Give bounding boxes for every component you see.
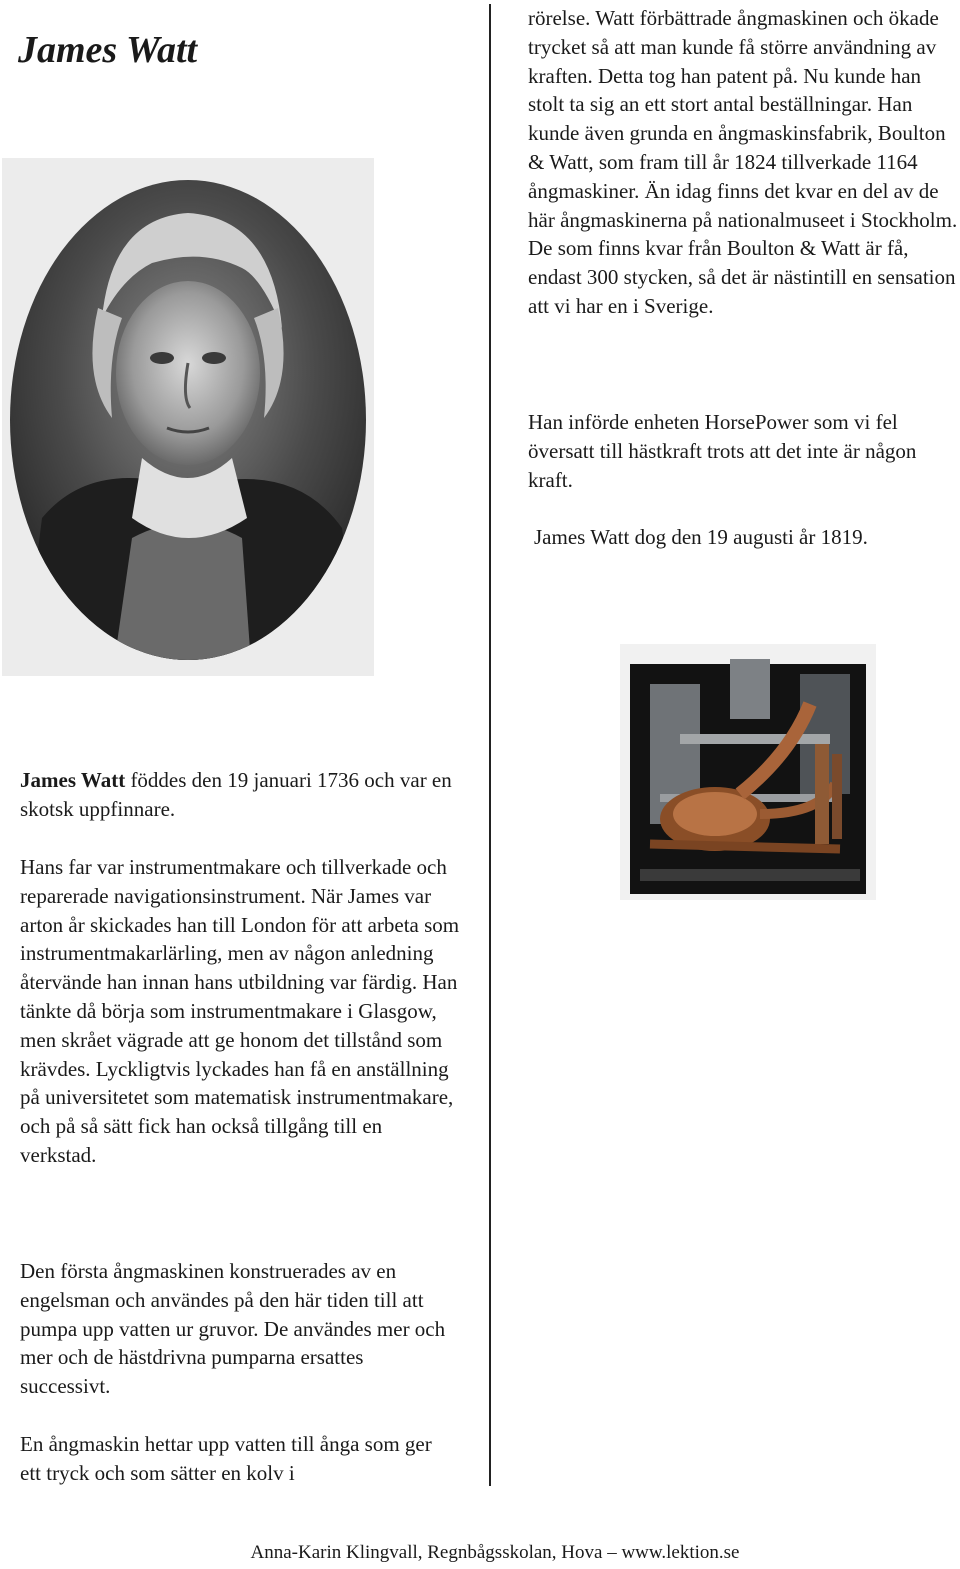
page-footer: Anna-Karin Klingvall, Regnbågsskolan, Hova – www.lektion.se bbox=[250, 1542, 740, 1563]
james-watt-portrait bbox=[2, 158, 374, 676]
left-paragraph-2: Hans far var instrumentmakare och tillverkade och reparerade navigationsinstrument. När James var arton år skickades han till London för att arbeta som instrumentmakarlärling, men av någon anledning återvände han innan hans utbildning var färdig. Han tänkte då börja som instrumentmakare i Glasgow, men skrået vägrade att ge honom det tillstånd som krävdes. Lyckligtvis lyckades han få en anställning på universitetet som matematisk instrumentmakare, och på så sätt fick han också tillgång till en verkstad. bbox=[20, 855, 460, 1167]
left-paragraph-3: Den första ångmaskinen konstruerades av en engelsman och användes på den här tiden till att pumpa upp vatten ur gruvor. De användes mer och mer och de hästdrivna pumparna ersattes successivt. bbox=[20, 1259, 446, 1399]
name-highlight: James Watt bbox=[20, 768, 126, 792]
birth-text: föddes den 19 januari 1736 och var en skotsk uppfinnare. bbox=[20, 768, 452, 821]
steam-engine-drawing bbox=[620, 644, 876, 900]
right-paragraph-2: Han införde enheten HorsePower som vi fel översatt till hästkraft trots att det inte är någon kraft. bbox=[528, 410, 917, 492]
right-paragraph-3: James Watt dog den 19 augusti år 1819. bbox=[534, 525, 868, 549]
left-paragraph-1 bbox=[20, 766, 460, 824]
column-divider bbox=[489, 4, 491, 1486]
left-paragraph-4: En ångmaskin hettar upp vatten till ånga som ger ett tryck och som sätter en kolv i bbox=[20, 1432, 432, 1485]
right-paragraph-1: rörelse. Watt förbättrade ångmaskinen och ökade trycket så att man kunde få större användning av kraften. Detta tog han patent på. Nu kunde han stolt ta sig an ett stort antal beställningar. Han kunde även grunda en ångmaskinsfabrik, Boulton & Watt, som fram till år 1824 tillverkade 1164 ångmaskiner. Än idag finns det kvar en del av de här ångmaskinerna på nationalmuseet i Stockholm. De som finns kvar från Boulton & Watt är få, endast 300 stycken, så det är nästintill en sensation att vi har en i Sverige. bbox=[528, 6, 958, 318]
portrait-engraving bbox=[2, 158, 374, 676]
page-title: James Watt bbox=[18, 29, 198, 71]
steam-engine-photo bbox=[620, 644, 876, 900]
